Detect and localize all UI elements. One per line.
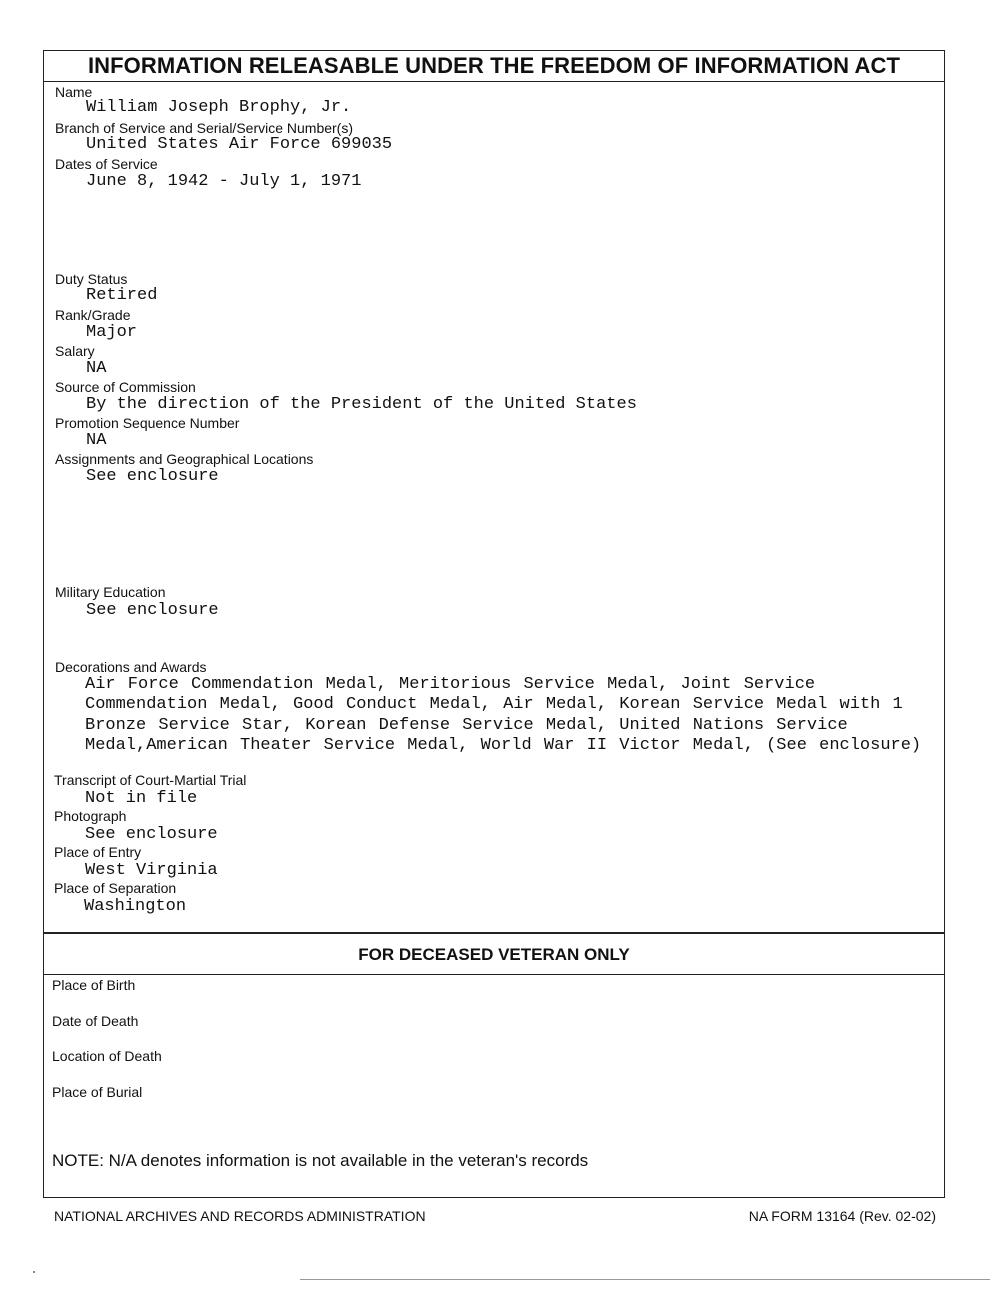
- deceased-title-divider: [44, 974, 944, 975]
- source-of-commission-value: By the direction of the President of the United States: [86, 395, 637, 414]
- salary-value: NA: [86, 359, 107, 378]
- date-of-death-label: Date of Death: [52, 1013, 139, 1029]
- location-of-death-label: Location of Death: [52, 1048, 162, 1064]
- assignments-value: See enclosure: [86, 467, 219, 486]
- duty-status-value: Retired: [86, 286, 158, 305]
- place-of-burial-label: Place of Burial: [52, 1084, 143, 1100]
- name-label: Name: [55, 84, 93, 100]
- court-martial-label: Transcript of Court-Martial Trial: [54, 772, 247, 788]
- decorations-label: Decorations and Awards: [55, 659, 207, 675]
- military-education-label: Military Education: [55, 584, 166, 600]
- branch-label: Branch of Service and Serial/Service Number(s): [55, 120, 354, 136]
- assignments-label: Assignments and Geographical Locations: [55, 451, 314, 467]
- duty-status-label: Duty Status: [55, 271, 128, 287]
- salary-label: Salary: [55, 343, 95, 359]
- source-of-commission-label: Source of Commission: [55, 379, 196, 395]
- foia-form: [43, 50, 945, 1198]
- rank-value: Major: [86, 323, 138, 342]
- title-divider: [44, 81, 944, 82]
- place-of-entry-label: Place of Entry: [54, 844, 142, 860]
- military-education-value: See enclosure: [86, 601, 219, 620]
- decorations-value: Air Force Commendation Medal, Meritorious Service Medal, Joint Service Commendation Medal, Good Conduct Medal, Air Medal, Korean Service Medal with 1 Bronze Service Star, Korean Defense Service Medal, United Nations Service Medal,American Theater Service Medal, World War II Victor Medal, (See enclosure): [85, 675, 922, 755]
- rank-label: Rank/Grade: [55, 307, 131, 323]
- dates-of-service-value: June 8, 1942 - July 1, 1971: [86, 172, 362, 191]
- scan-edge-line: [300, 1279, 990, 1280]
- photograph-label: Photograph: [54, 808, 127, 824]
- deceased-section-title: FOR DECEASED VETERAN ONLY: [358, 945, 630, 964]
- photograph-value: See enclosure: [85, 825, 218, 844]
- footer-form-number: NA FORM 13164 (Rev. 02-02): [748, 1208, 936, 1224]
- name-value: William Joseph Brophy, Jr.: [86, 98, 352, 117]
- deceased-section-divider: [44, 932, 944, 934]
- form-title: INFORMATION RELEASABLE UNDER THE FREEDOM OF INFORMATION ACT: [87, 53, 901, 78]
- promotion-sequence-label: Promotion Sequence Number: [55, 415, 240, 431]
- place-of-separation-label: Place of Separation: [54, 880, 177, 896]
- court-martial-value: Not in file: [85, 789, 198, 808]
- dates-of-service-label: Dates of Service: [55, 156, 158, 172]
- branch-value: United States Air Force 699035: [86, 135, 393, 154]
- note-text: NOTE: N/A denotes information is not available in the veteran's records: [52, 1151, 589, 1170]
- promotion-sequence-value: NA: [86, 431, 107, 450]
- place-of-entry-value: West Virginia: [85, 861, 218, 880]
- place-of-separation-value: Washington: [84, 897, 187, 916]
- place-of-birth-label: Place of Birth: [52, 977, 136, 993]
- footer-agency: NATIONAL ARCHIVES AND RECORDS ADMINISTRATION: [54, 1208, 426, 1224]
- scan-speck: [33, 1271, 35, 1273]
